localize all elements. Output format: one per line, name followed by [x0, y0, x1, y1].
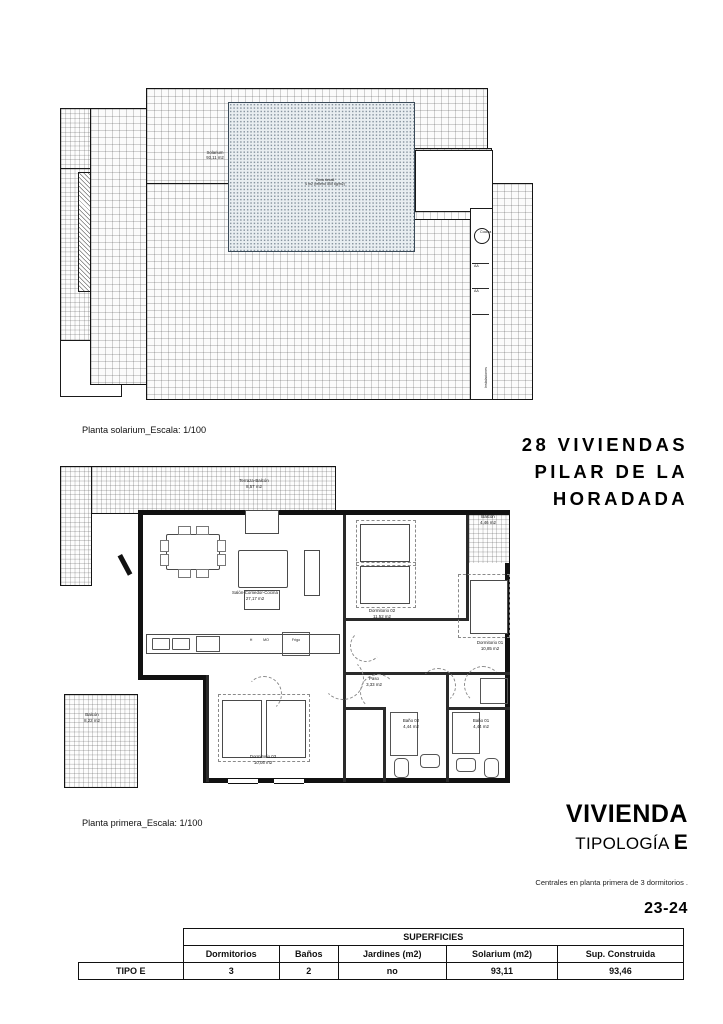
solarium-area-label: Solarium 93,11 m2: [206, 150, 224, 161]
cell-banos: 2: [279, 963, 338, 980]
sink-secondary-icon: [172, 638, 190, 650]
toilet-02-icon: [394, 758, 409, 778]
solarium-ac-label-1: AA: [474, 264, 479, 268]
sofa: [238, 550, 288, 588]
table-col-construida: Sup. Construida: [557, 946, 683, 963]
table-corner-cell: [79, 929, 184, 946]
label-terrace-balcony: Terraza-Balcón 8,57 m2: [239, 478, 269, 489]
dwelling-note: Centrales en planta primera de 3 dormitorios .: [535, 878, 688, 887]
fridge-label: Frigo: [291, 638, 301, 642]
solarium-service-box: [415, 150, 493, 212]
fridge-icon: [282, 632, 310, 656]
hob-icon: [196, 636, 220, 652]
dining-chair-1: [160, 540, 169, 552]
table-col-jardines: Jardines (m2): [338, 946, 446, 963]
dwelling-typology-label: TIPOLOGÍA: [575, 834, 674, 853]
cell-construida: 93,46: [557, 963, 683, 980]
first-floor-plan: [60, 462, 515, 792]
cell-jardines: no: [338, 963, 446, 980]
table-row-label: TIPO E: [79, 963, 184, 980]
balcony-lower-left-area: [64, 694, 138, 788]
dwelling-typology-line: [566, 831, 688, 855]
table-title-cell: SUPERFICIES: [183, 929, 684, 946]
dining-chair-5: [178, 526, 191, 535]
solarium-installations-label: Instalaciones: [484, 367, 488, 388]
dining-chair-4: [217, 554, 226, 566]
table-col-banos: Baños: [279, 946, 338, 963]
sideboard: [245, 510, 279, 534]
project-title-line-3: HORADADA: [552, 487, 688, 509]
label-bedroom-01: Dormitorio 01 10,85 m2: [476, 640, 504, 651]
door-swing-bed03: [246, 676, 282, 712]
label-balcony-east: Balcón 4,46 m2: [480, 514, 496, 525]
project-title-line-2: PILAR DE LA: [534, 460, 688, 482]
cell-solarium: 93,11: [447, 963, 558, 980]
left-tiled-strip: [60, 466, 92, 586]
dining-chair-8: [196, 569, 209, 578]
toilet-01-icon: [484, 758, 499, 778]
wall-top: [138, 510, 510, 515]
dwelling-code: 23-24: [644, 900, 688, 917]
project-title-block: [522, 432, 688, 512]
solarium-floor-plan: [60, 88, 515, 418]
solarium-ac-label-2: AA: [474, 289, 479, 293]
label-living-dining-kitchen: Salón-Comedor-Cocina 27,17 m2: [232, 590, 278, 601]
sink-02-icon: [420, 754, 440, 768]
table-row-header: [79, 946, 684, 963]
dining-table: [166, 534, 220, 570]
door-swing-bath01: [420, 668, 456, 704]
dining-chair-3: [217, 540, 226, 552]
label-bedroom-02: Dormitorio 02 11,52 m2: [368, 608, 396, 619]
table-col-solarium: Solarium (m2): [447, 946, 558, 963]
terrace-balcony-area: [82, 466, 336, 514]
project-title-line-1: 28 VIVIENDAS: [521, 434, 688, 455]
solarium-reinforced-zone-label: Zona decall 4 m2 (relleno 500 kg/m2): [305, 178, 345, 187]
label-balcony-west: Balcón 8,22 m2: [84, 712, 100, 723]
label-hall: Paso 3,33 m2: [366, 676, 382, 687]
partition-living-bed02: [343, 515, 346, 675]
table-row: [79, 963, 684, 980]
label-bathroom-01: Baño 01 4,44 m2: [472, 718, 490, 729]
bed01-clearance: [458, 574, 510, 638]
solarium-reinforced-zone: [228, 102, 415, 252]
surfaces-table: [78, 928, 684, 980]
door-swing-bed01: [464, 666, 502, 704]
wall-left-upper: [138, 510, 143, 680]
label-bathroom-02: Baño 02 4,44 m2: [402, 718, 420, 729]
table-col-dormitorios: Dormitorios: [183, 946, 279, 963]
table-row-title: [79, 929, 684, 946]
label-bedroom-03: Dormitorio 03 10,05 m2: [249, 754, 277, 765]
solarium-kitchen-shaft-label: Cocina: [480, 230, 492, 234]
sink-icon: [152, 638, 170, 650]
partition-bath01-top: [449, 707, 510, 710]
bed02-lower-clearance: [356, 562, 416, 608]
dwelling-typology-letter: E: [673, 831, 688, 854]
sink-01-icon: [456, 758, 476, 772]
bed02-upper-clearance: [356, 520, 416, 566]
dining-chair-2: [160, 554, 169, 566]
caption-first-floor: Planta primera_Escala: 1/100: [82, 818, 203, 828]
wall-left-step: [138, 675, 208, 680]
cell-dormitorios: 3: [183, 963, 279, 980]
dwelling-title: VIVIENDA: [565, 800, 688, 828]
oven-label: H: [249, 638, 253, 642]
door-swing-bed02: [350, 630, 382, 662]
wall-diagonal-left: [118, 554, 133, 576]
table-corner-cell-2: [79, 946, 184, 963]
caption-solarium: Planta solarium_Escala: 1/100: [82, 425, 207, 435]
dining-chair-7: [178, 569, 191, 578]
dwelling-title-block: [566, 800, 688, 855]
microwave-label: MO: [263, 638, 269, 642]
partition-bath02-left: [383, 707, 386, 782]
dining-chair-6: [196, 526, 209, 535]
partition-bed03-left: [206, 675, 209, 782]
